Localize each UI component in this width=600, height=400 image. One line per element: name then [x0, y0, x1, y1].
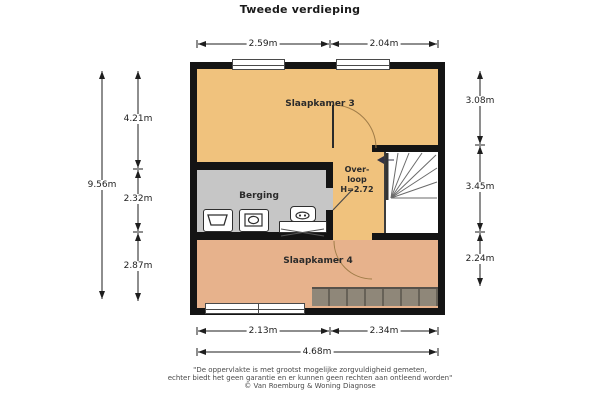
wall-left [190, 62, 197, 315]
stair-left-stringer [384, 152, 386, 233]
dim-right-3: 2.24m [465, 254, 495, 264]
copyright-line: © Van Roemburg & Woning Diagnose [244, 382, 376, 390]
window-glass-line [233, 65, 284, 66]
dim-left-1: 4.21m [123, 114, 153, 124]
label-berging: Berging [239, 191, 279, 201]
window-mullion [258, 304, 259, 313]
vent-icon [290, 206, 316, 222]
wall-overloop-top [372, 145, 438, 152]
wall-berging-top [190, 162, 333, 170]
disclaimer-line1: "De oppervlakte is met grootst mogelijke zorgvuldigheid gemeten, [193, 366, 427, 374]
room-stairwell [386, 152, 438, 233]
washing-machine-icon [239, 209, 269, 232]
dim-right-2: 3.45m [465, 182, 495, 192]
disclaimer-line2: echter biedt het geen garantie en er kunnen geen rechten aan ontleend worden" [167, 374, 453, 382]
cabinet-icon [279, 221, 327, 233]
dim-bottom-total: 4.68m [302, 347, 332, 357]
dim-left-total: 9.56m [87, 180, 117, 190]
window-glass-line [206, 309, 304, 310]
label-slaapkamer3: Slaapkamer 3 [285, 99, 355, 109]
sloped-ceiling-strip [312, 287, 438, 306]
dim-top-left: 2.59m [248, 39, 278, 49]
label-overloop-line2: loop [347, 175, 367, 184]
label-overloop-line3: H=2.72 [340, 185, 374, 194]
laundry-tub-icon [203, 209, 233, 232]
window-top-right [336, 59, 390, 70]
page-title: Tweede verdieping [239, 3, 361, 16]
label-overloop-line1: Over- [344, 165, 370, 174]
wall-overloop-bottom [372, 233, 438, 240]
dim-bottom-right: 2.34m [369, 326, 399, 336]
window-glass-line [337, 65, 389, 66]
dim-left-3: 2.87m [123, 261, 153, 271]
wall-top [190, 62, 445, 69]
window-bottom [205, 303, 305, 314]
dim-left-2: 2.32m [123, 194, 153, 204]
window-top-left [232, 59, 285, 70]
wall-berging-right-lower [326, 210, 333, 232]
dim-top-right: 2.04m [369, 39, 399, 49]
label-overloop [340, 165, 373, 195]
label-slaapkamer4: Slaapkamer 4 [283, 256, 353, 266]
disclaimer [20, 366, 600, 390]
dim-right-1: 3.08m [465, 96, 495, 106]
dim-bottom-left: 2.13m [248, 326, 278, 336]
wall-berging-right-upper [326, 162, 333, 188]
wall-right [438, 62, 445, 315]
